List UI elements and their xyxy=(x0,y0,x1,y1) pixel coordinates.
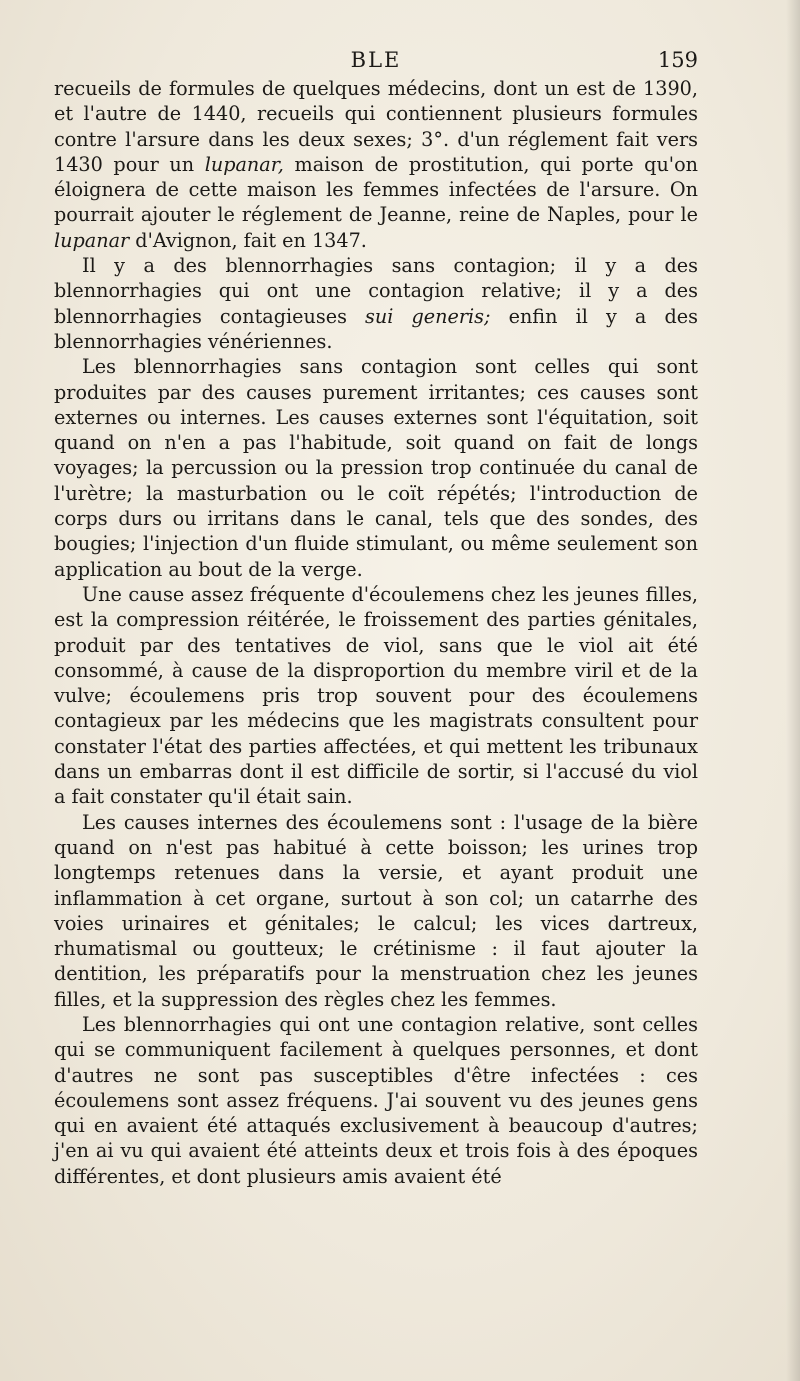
text-run: Les blennorrhagies qui ont une contagion relative, sont celles qui se communiquent facilement à quelques personnes, et dont d'autres ne sont pas susceptibles d'être infectées : ces écoulemens sont assez fréquens. J'ai souvent vu des jeunes gens qui en avaient été attaqués exclusivement à beaucoup d'autres; j'en ai vu qui avaient été atteints deux et trois fois à des époques différentes, et dont plusieurs amis avaient été xyxy=(54,1012,698,1188)
page-number: 159 xyxy=(657,48,698,72)
text-run: Il y a des blennorrhagies sans contagion; il y a des blennorrhagies qui ont une contagion relative; il y a des blennorrhagies contagieuses xyxy=(54,254,698,328)
paragraph xyxy=(54,354,698,582)
page-header xyxy=(54,48,698,78)
text-run: maison de prostitution, qui porte qu'on éloignera de cette maison les femmes infectées de l'arsure. On pourrait ajouter le réglement de Jeanne, reine de Naples, pour le xyxy=(54,152,698,227)
text-run: d'Avignon, fait en 1347. xyxy=(129,228,367,252)
paragraph xyxy=(54,76,698,253)
text-run: Les blennorrhagies sans contagion sont celles qui sont produites par des causes purement irritantes; ces causes sont externes ou internes. Les causes externes sont l'équitation, soit quand on n'en a pas l'habitude, soit quand on fait de longs voyages; la percussion ou la pression trop continuée du canal de l'urètre; la masturbation ou le coït répétés; l'introduction de corps durs ou irritans dans le canal, tels que des sondes, des bougies; l'injection d'un fluide stimulant, ou même seulement son application au bout de la verge. xyxy=(54,355,698,581)
italic-text: lupanar xyxy=(54,228,130,252)
paragraph xyxy=(54,810,698,1012)
paragraph xyxy=(54,253,698,354)
paragraph xyxy=(54,582,698,810)
text-run: enfin il y a des blennorrhagies vénériennes. xyxy=(54,304,698,353)
text-run: recueils de formules de quelques médecins, dont un est de 1390, et l'autre de 1440, recueils qui contiennent plusieurs formules contre l'arsure dans les deux sexes; 3°. d'un réglement fait vers 1430 pour un xyxy=(54,77,698,176)
page-edge-shadow xyxy=(786,0,800,1381)
running-head: BLE xyxy=(350,48,402,72)
paragraph xyxy=(54,1012,698,1189)
italic-text: sui generis; xyxy=(365,304,491,328)
text-run: Une cause assez fréquente d'écoulemens chez les jeunes filles, est la compression réitérée, le froissement des parties génitales, produit par des tentatives de viol, sans que le viol ait été consommé, à cause de la disproportion du membre viril et de la vulve; écoulemens pris trop souvent pour des écoulemens contagieux par les médecins que les magistrats consultent pour constater l'état des parties affectées, et qui mettent les tribunaux dans un embarras dont il est difficile de sortir, si l'accusé du viol a fait constater qu'il était sain. xyxy=(54,582,698,809)
page-body xyxy=(54,76,698,1189)
italic-text: lupanar, xyxy=(204,152,284,176)
text-run: Les causes internes des écoulemens sont : l'usage de la bière quand on n'est pas habitué à cette boisson; les urines trop longtemps retenues dans la versie, et ayant produit une inflammation à cet organe, surtout à son col; un catarrhe des voies urinaires et génitales; le calcul; les vices dartreux, rhumatismal ou goutteux; le crétinisme : il faut ajouter la dentition, les préparatifs pour la menstruation chez les jeunes filles, et la suppression des règles chez les femmes. xyxy=(54,810,698,1011)
